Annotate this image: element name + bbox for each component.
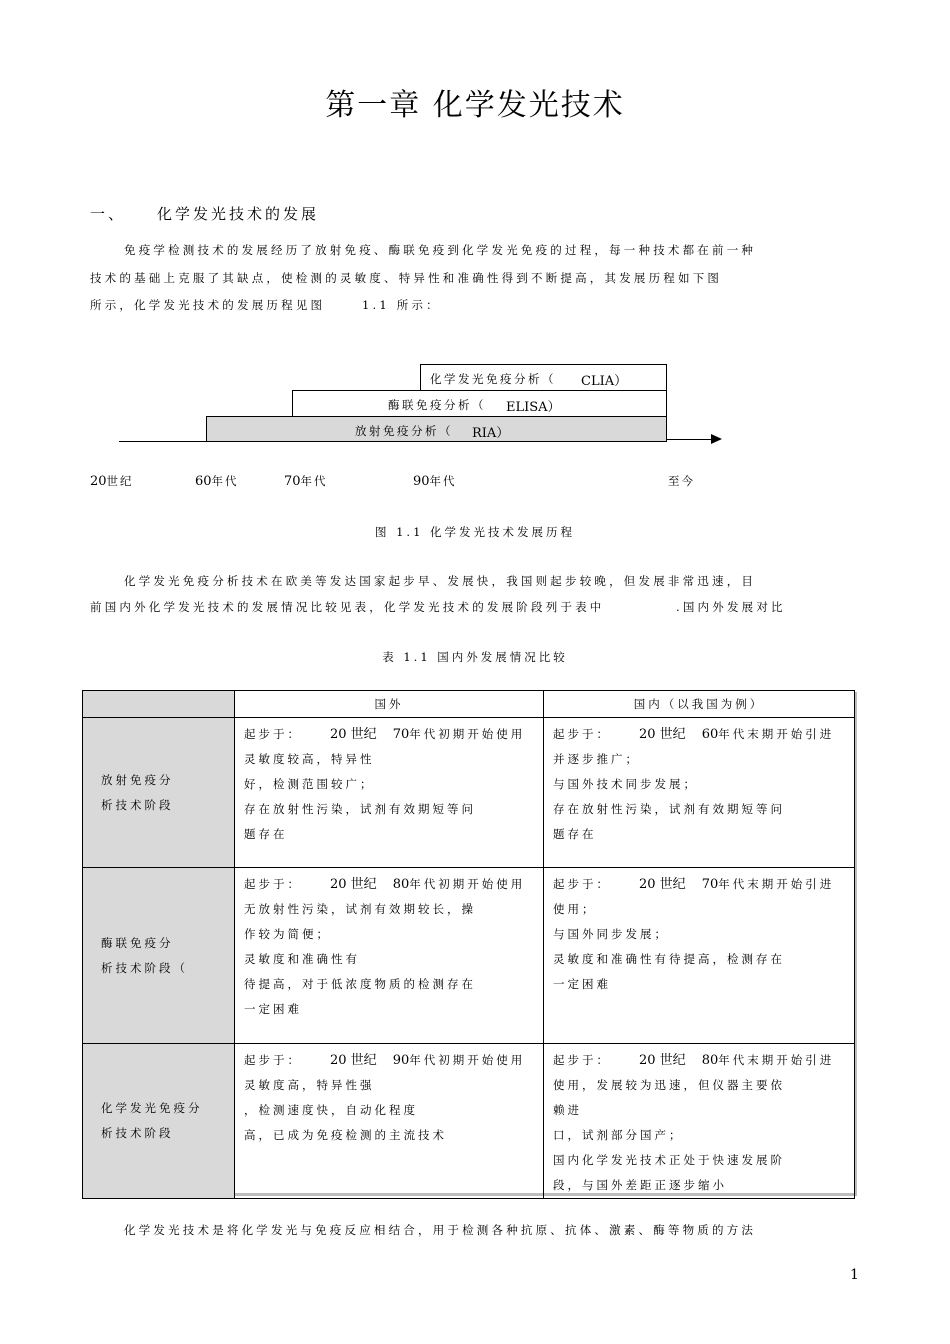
para2-line2a: 前国内外化学发光技术的发展情况比较见表，化学发光技术的发展阶段列于表中 (90, 600, 605, 614)
table-header-row (83, 691, 855, 718)
para1-line3b: 1.1 所示： (362, 298, 441, 312)
row-label: 酶联免疫分 析技术阶段（ (83, 868, 235, 1044)
table-caption: 表 1.1 国内外发展情况比较 (382, 650, 568, 664)
cell-domestic: 起步于： 20 世纪 60年代末期开始引进 并逐步推广； 与国外技术同步发展； 存在放射性污染，试剂有效期短等问 题存在 (544, 718, 855, 868)
timeline-bar-clia-label: 化学发光免疫分析（ (430, 372, 556, 386)
table-header-domestic: 国内（以我国为例） (544, 691, 855, 718)
timeline-bar-ria-code: RIA） (472, 426, 510, 441)
cell-domestic: 起步于： 20 世纪 70年代末期开始引进 使用； 与国外同步发展； 灵敏度和准确性有待提高，检测存在 一定困难 (544, 868, 855, 1044)
table-row (83, 718, 855, 868)
cell-foreign: 起步于： 20 世纪 90年代初期开始使用 灵敏度高，特异性强 ，检测速度快，自动化程度 高，已成为免疫检测的主流技术 (235, 1044, 544, 1199)
section-title: 化学发光技术的发展 (157, 205, 320, 223)
row-label: 放射免疫分 析技术阶段 (83, 718, 235, 868)
figure-caption: 图 1.1 化学发光技术发展历程 (374, 525, 576, 539)
para1-line3a: 所示，化学发光技术的发展历程见图 (90, 298, 326, 312)
timeline-arrow-icon (711, 434, 722, 444)
timeline-axis-start (119, 441, 207, 442)
timeline-bar-ria-label: 放射免疫分析（ (355, 424, 453, 438)
para2-line2b: .国内外发展对比 (676, 600, 786, 614)
timeline-bar-ria (206, 416, 667, 442)
cell-foreign: 起步于： 20 世纪 70年代初期开始使用 灵敏度较高，特异性 好，检测范围较广； 存在放射性污染，试剂有效期短等问 题存在 (235, 718, 544, 868)
timeline-tick-20: 20世纪 (90, 474, 134, 489)
timeline-tick-70: 70年代 (284, 474, 328, 489)
cell-foreign: 起步于： 20 世纪 80年代初期开始使用 无放射性污染，试剂有效期较长，操 作较为简便； 灵敏度和准确性有 待提高，对于低浓度物质的检测存在 一定困难 (235, 868, 544, 1044)
page-title: 第一章 化学发光技术 (325, 88, 625, 123)
timeline-bar-elisa-label: 酶联免疫分析（ (388, 398, 486, 412)
row-label: 化学发光免疫分 析技术阶段 (83, 1044, 235, 1199)
para1-line2: 技术的基础上克服了其缺点，使检测的灵敏度、特异性和准确性得到不断提高，其发展历程如下图 (90, 271, 723, 285)
timeline-tick-60: 60年代 (195, 474, 239, 489)
timeline-bar-clia-code: CLIA） (581, 374, 628, 389)
table-row (83, 868, 855, 1044)
para3: 化学发光技术是将化学发光与免疫反应相结合，用于检测各种抗原、抗体、激素、酶等物质的方法 (124, 1223, 757, 1237)
table-header-foreign: 国外 (235, 691, 544, 718)
timeline-tick-now: 至今 (668, 474, 695, 488)
timeline-bar-clia (420, 364, 667, 391)
cell-domestic: 起步于： 20 世纪 80年代末期开始引进 使用，发展较为迅速，但仪器主要依 赖进 口，试剂部分国产； 国内化学发光技术正处于快速发展阶 段，与国外差距正逐步缩小 (544, 1044, 855, 1199)
para2-line1: 化学发光免疫分析技术在欧美等发达国家起步早、发展快，我国则起步较晚，但发展非常迅速，目 (124, 574, 757, 588)
section-number: 一、 (90, 205, 127, 223)
para1-line1: 免疫学检测技术的发展经历了放射免疫、酶联免疫到化学发光免疫的过程，每一种技术都在前一种 (124, 243, 757, 257)
timeline-bar-elisa (292, 390, 667, 417)
timeline-axis-arrow-shaft (667, 439, 712, 440)
table-row (83, 1044, 855, 1199)
comparison-table (82, 690, 855, 1199)
timeline-bar-elisa-code: ELISA） (506, 400, 561, 415)
timeline-tick-90: 90年代 (413, 474, 457, 489)
page-number: 1 (850, 1267, 859, 1283)
table-header-blank (83, 691, 235, 718)
